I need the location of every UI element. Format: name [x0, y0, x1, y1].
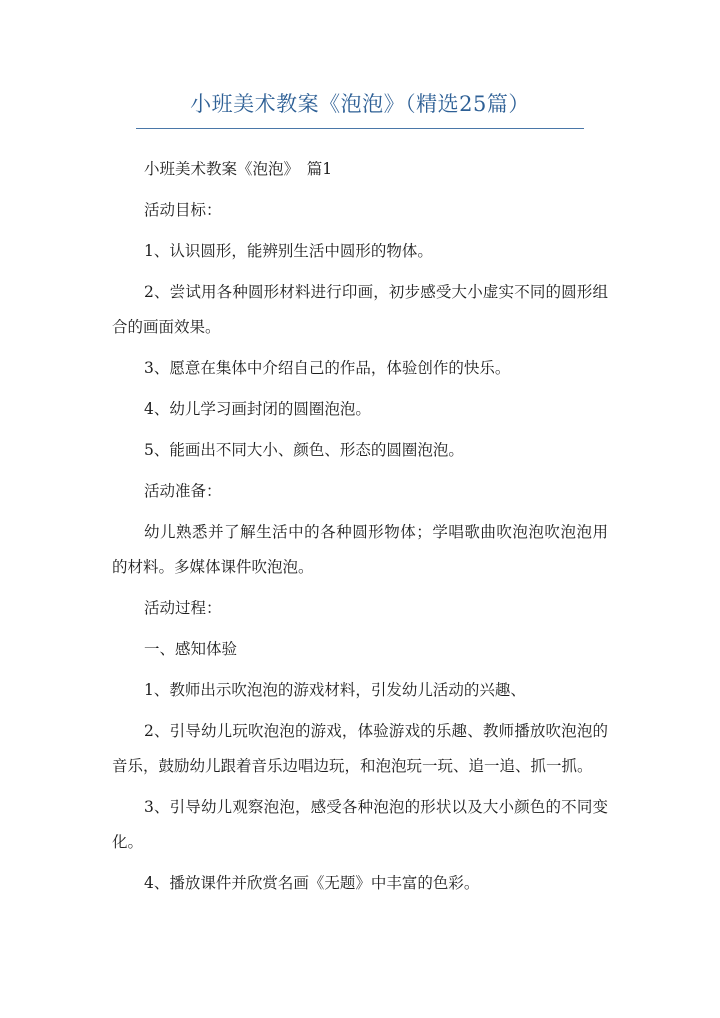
- title-divider: [136, 128, 584, 129]
- paragraph-prep-heading: 活动准备：: [144, 482, 222, 500]
- paragraph-prep: 幼儿熟悉并了解生活中的各种圆形物体；学唱歌曲吹泡泡吹泡泡用的材料。多媒体课件吹泡泡。: [112, 523, 608, 576]
- document-title: 小班美术教案《泡泡》（精选25篇）: [190, 92, 530, 116]
- document-body: [112, 152, 608, 907]
- paragraph-goal-5: 5、能画出不同大小、颜色、形态的圆圈泡泡。: [144, 441, 464, 459]
- paragraph-goal-3: 3、愿意在集体中介绍自己的作品，体验创作的快乐。: [144, 359, 511, 377]
- paragraph-step-heading: 一、感知体验: [144, 640, 238, 658]
- paragraph-process-heading: 活动过程：: [144, 599, 222, 617]
- paragraph-goal-1: 1、认识圆形，能辨别生活中圆形的物体。: [144, 242, 433, 260]
- paragraph-step-1: 1、教师出示吹泡泡的游戏材料，引发幼儿活动的兴趣、: [144, 681, 526, 699]
- paragraph-step-2: 2、引导幼儿玩吹泡泡的游戏，体验游戏的乐趣、教师播放吹泡泡的音乐，鼓励幼儿跟着音乐边唱边玩，和泡泡玩一玩、追一追、抓一抓。: [112, 722, 608, 775]
- paragraph-goal-4: 4、幼儿学习画封闭的圆圈泡泡。: [144, 400, 371, 418]
- paragraph-goals-heading: 活动目标：: [144, 201, 222, 219]
- paragraph-step-3: 3、引导幼儿观察泡泡，感受各种泡泡的形状以及大小颜色的不同变化。: [112, 798, 608, 851]
- paragraph-step-4: 4、播放课件并欣赏名画《无题》中丰富的色彩。: [144, 874, 480, 892]
- section-heading: 小班美术教案《泡泡》 篇1: [144, 160, 333, 178]
- paragraph-goal-2: 2、尝试用各种圆形材料进行印画，初步感受大小虚实不同的圆形组合的画面效果。: [112, 283, 608, 336]
